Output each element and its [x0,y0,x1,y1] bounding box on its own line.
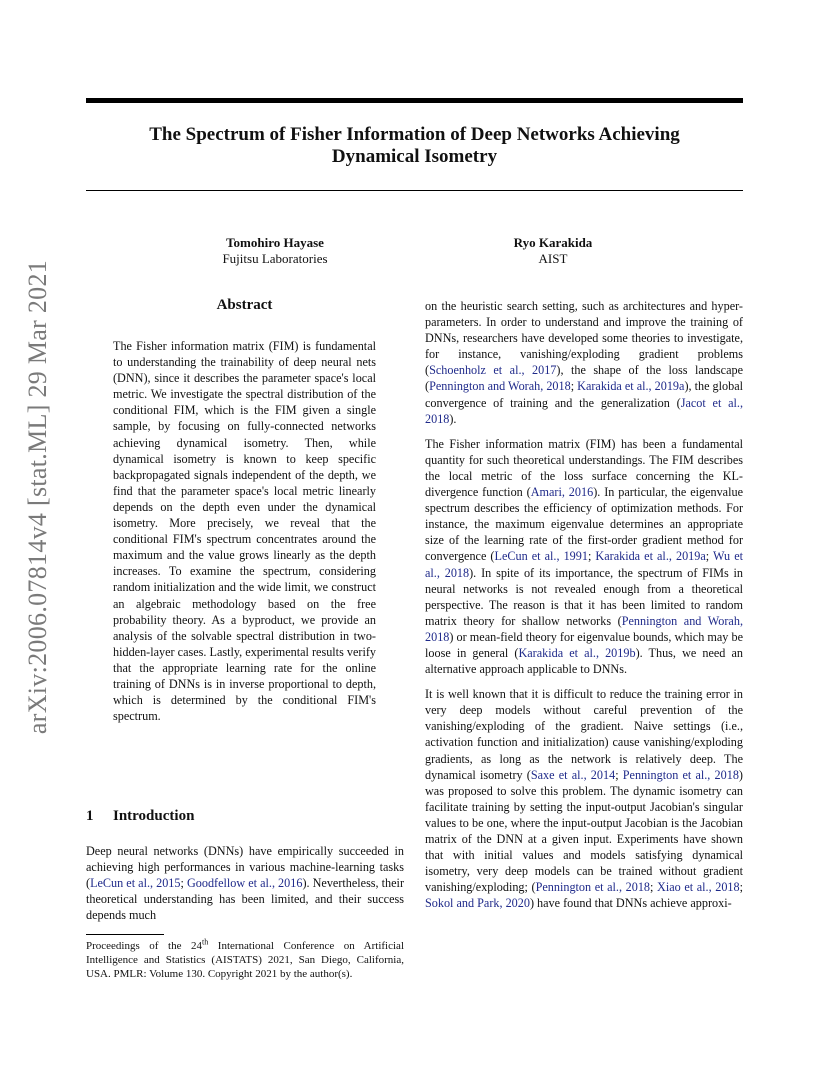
citation-link[interactable]: Karakida et al., 2019b [518,645,636,660]
author-block-1 [180,235,370,267]
text-run: ; [587,549,596,564]
abstract-text: The Fisher information matrix (FIM) is fundamental to understanding the trainability of deep neural nets (DNN), since it describes the parameter space's local metric. We investigate the spectral distribution of the conditional FIM, which is the FIM given a single sample, by focusing on fully-connected networks achieving dynamical isometry. Then, while dynamical isometry is known to keep specific backpropagated signals independent of the depth, we find that the parameter space's local metric linearly depends on the depth even under the dynamical isometry. More precisely, we reveal that the conditional FIM's spectrum concentrates around the maximum and the value grows linearly as the depth increases. To examine the spectrum, considering random initialization and the wide limit, we construct an algebraic methodology based on the free probability theory. As a byproduct, we provide an analysis of the solvable spectral distribution in two-hidden-layer cases. Lastly, experimental results verify that the appropriate learning rate for the online training of DNNs is in inverse proportional to depth, which is determined by the conditional FIM's spectrum. [113,339,376,724]
citation-link[interactable]: Jacot et al., 2018 [425,395,743,426]
paragraph [425,686,743,911]
text-run: It is well known that it is difficult to reduce the training error in very deep models without careful prevention of the vanishing/exploding of the gradient. Naive settings (i.e., activation function and initialization) cause vanishing/exploding gradients, as long as the network is relatively deep. The dynamical isometry ( [425,687,743,782]
text-run: Deep neural networks (DNNs) have empirically succeeded in achieving high performances in various machine-learning tasks ( [86,844,404,891]
paragraph [425,436,743,677]
citation-link[interactable]: Schoenholz et al., 2017 [429,363,557,378]
text-run: on the heuristic search setting, such as architectures and hyper-parameters. In order to understand and improve the training of DNNs, researchers have developed some theories to investigate, for instance, vanishing/exploding gradient problems ( [425,299,743,378]
text-run: ) have found that DNNs achieve approxi- [529,896,732,911]
text-run: International Conference on Artificial Intelligence and Statistics (AISTATS) 2021, San Diego, California, USA. PMLR: Volume 130. Copyright 2021 by the author(s). [86,940,404,981]
text-run: ; [570,379,578,394]
citation-link[interactable]: Saxe et al., 2014 [530,767,616,782]
footnote [86,939,404,982]
intro-paragraph [86,843,404,923]
author-affiliation: Fujitsu Laboratories [222,251,328,266]
text-run: ), the global convergence of training and the generalization ( [425,379,743,410]
citation-link[interactable]: Amari, 2016 [530,485,594,500]
citation-link[interactable]: Xiao et al., 2018 [657,880,740,895]
text-run: Proceedings of the 24 [86,940,202,952]
text-run: ; [705,549,714,564]
text-run: ). In particular, the eigenvalue spectrum describes the efficiency of optimization methods. For instance, the maximum eigenvalue determines an appropriate size of the learning rate of the first-order gradient method for convergence ( [425,485,743,564]
text-run: ; [739,880,743,895]
text-run: The Fisher information matrix (FIM) has been a fundamental quantity for such theoretical understandings. The FIM describes the local metric of the loss surface concerning the KL-divergence function ( [425,436,743,500]
paper-title [86,124,743,168]
footnote-rule [86,934,164,935]
abstract-heading: Abstract [216,297,273,313]
text-run: ; [180,876,187,891]
text-run: ), the shape of the loss landscape ( [425,363,743,394]
citation-link[interactable]: Pennington et al., 2018 [535,880,651,895]
author-block-2 [458,235,648,267]
paragraph [425,298,743,427]
citation-link[interactable]: Sokol and Park, 2020 [425,896,530,911]
citation-link[interactable]: LeCun et al., 2015 [90,876,181,891]
citation-link[interactable]: Pennington and Worah, 2018 [429,379,571,394]
citation-link[interactable]: Pennington et al., 2018 [622,767,739,782]
title-line-2: Dynamical Isometry [331,146,498,167]
text-run: ). [449,411,457,426]
section-heading-introduction [86,808,194,825]
author-affiliation: AIST [538,251,568,266]
citation-link[interactable]: Wu et al., 2018 [425,549,744,580]
citation-link[interactable]: LeCun et al., 1991 [494,549,588,564]
section-number: 1 [86,808,94,824]
citation-link[interactable]: Pennington and Worah, 2018 [425,613,743,644]
right-column [425,298,743,920]
top-rule [86,98,743,103]
text-run: ; [615,767,623,782]
author-name: Ryo Karakida [513,235,593,250]
superscript: th [202,937,209,947]
author-name: Tomohiro Hayase [226,235,324,250]
title-rule [86,190,743,191]
section-title: Introduction [113,808,195,824]
text-run: ). In spite of its importance, the spectrum of FIMs in neural networks is not revealed enough from a theoretical perspective. The reason is that it has been limited to random matrix theory for shallow networks ( [425,565,744,628]
text-run: ). Thus, we need an alternative approach applicable to DNNs. [425,645,743,677]
text-run: ) was proposed to solve this problem. The dynamic isometry can facilitate training by setting the input-output Jacobian's singular values to be one, where the input-output Jacobian is the Jacobian matrix of the DNN at a given input. Experiments have shown that with initial values and models satisfying dynamical isometry, very deep models can be trained without gradient vanishing/exploding; ( [425,767,743,895]
citation-link[interactable]: Karakida et al., 2019a [595,549,706,564]
title-line-1: The Spectrum of Fisher Information of Deep Networks Achieving [149,124,680,145]
text-run: ). Nevertheless, their theoretical understanding has been limited, and their success depends much [86,876,404,923]
text-run: ; [650,880,658,895]
citation-link[interactable]: Goodfellow et al., 2016 [186,876,303,891]
arxiv-identifier[interactable]: arXiv:2006.07814v4 [stat.ML] 29 Mar 2021 [23,259,52,735]
text-run: ) or mean-field theory for eigenvalue bounds, which may be loose in general ( [425,629,743,660]
citation-link[interactable]: Karakida et al., 2019a [577,379,685,394]
